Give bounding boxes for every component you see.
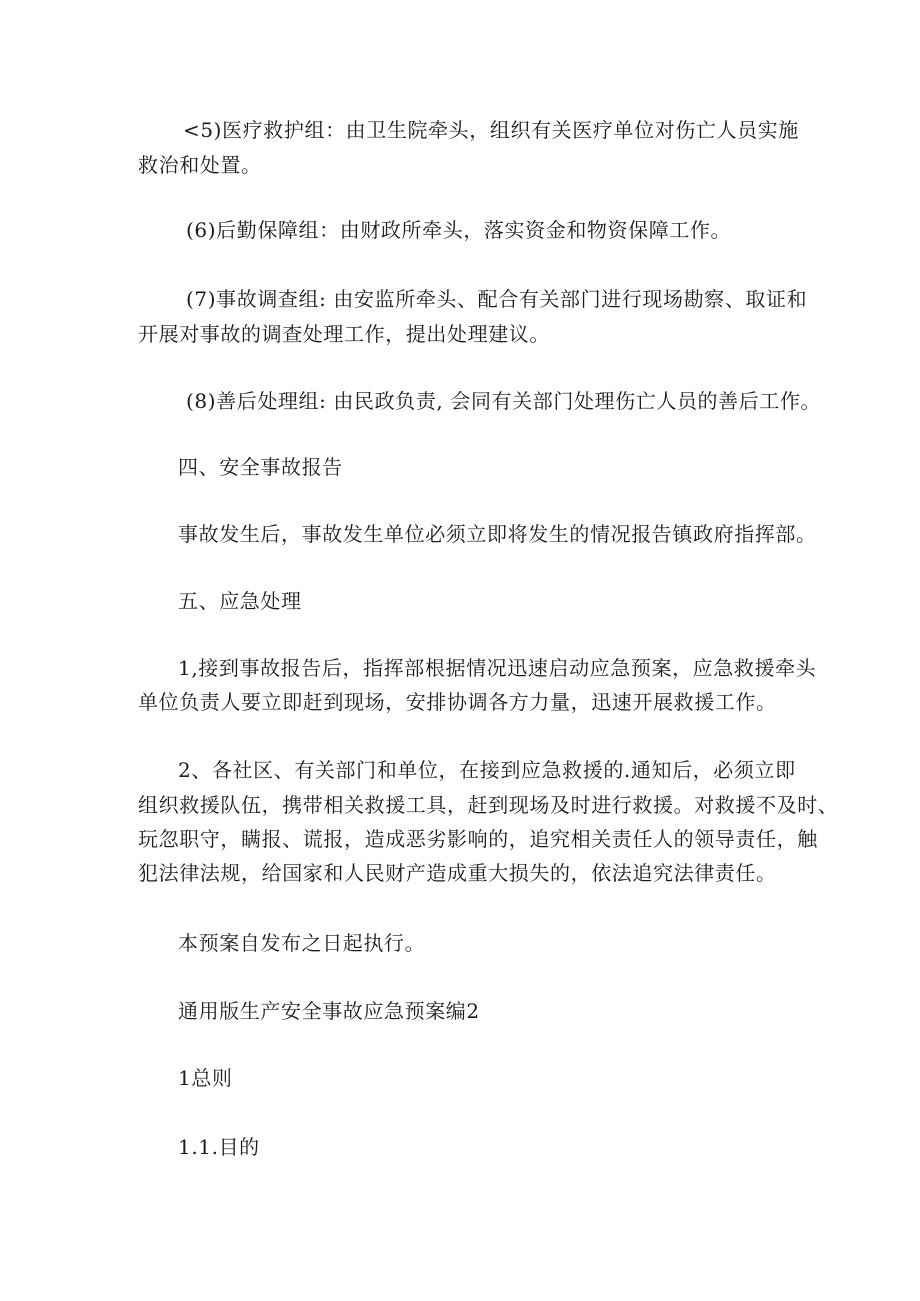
- document-title-2: 通用版生产安全事故应急预案编2: [178, 999, 480, 1023]
- paragraph-investigation-line-2: 开展对事故的调查处理工作，提出处理建议。: [138, 322, 550, 346]
- paragraph-logistics: (6)后勤保障组：由财政所牵头，落实资金和物资保障工作。: [186, 218, 732, 242]
- paragraph-emergency-2-line-1: 2、各社区、有关部门和单位，在接到应急救援的.通知后，必须立即: [178, 758, 796, 782]
- heading-purpose: 1.1.目的: [178, 1135, 260, 1159]
- heading-general: 1总则: [178, 1066, 233, 1090]
- paragraph-aftermath: (8)善后处理组: 由民政负责, 会同有关部门处理伤亡人员的善后工作。: [186, 389, 822, 413]
- section-heading-report: 四、安全事故报告: [178, 455, 343, 479]
- paragraph-medical-line-2: 救治和处置。: [138, 153, 262, 177]
- paragraph-effective: 本预案自发布之日起执行。: [178, 931, 426, 955]
- paragraph-emergency-2-line-2: 组织救援队伍，携带相关救援工具，赶到现场及时进行救援。对救援不及时、: [138, 793, 839, 817]
- paragraph-emergency-2-line-4: 犯法律法规，给国家和人民财产造成重大损失的，依法追究法律责任。: [138, 861, 777, 885]
- paragraph-investigation-line-1: (7)事故调查组: 由安监所牵头、配合有关部门进行现场勘察、取证和: [186, 287, 808, 311]
- paragraph-medical-line-1: <5)医疗救护组：由卫生院牵头，组织有关医疗单位对伤亡人员实施: [183, 118, 799, 142]
- section-heading-emergency: 五、应急处理: [178, 589, 302, 613]
- paragraph-emergency-1-line-2: 单位负责人要立即赶到现场，安排协调各方力量，迅速开展救援工作。: [138, 690, 777, 714]
- paragraph-report: 事故发生后，事故发生单位必须立即将发生的情况报告镇政府指挥部。: [178, 522, 817, 546]
- paragraph-emergency-2-line-3: 玩忽职守，瞒报、谎报，造成恶劣影响的，追究相关责任人的领导责任，触: [138, 827, 818, 851]
- paragraph-emergency-1-line-1: 1,接到事故报告后，指挥部根据情况迅速启动应急预案，应急救援牵头: [178, 656, 817, 680]
